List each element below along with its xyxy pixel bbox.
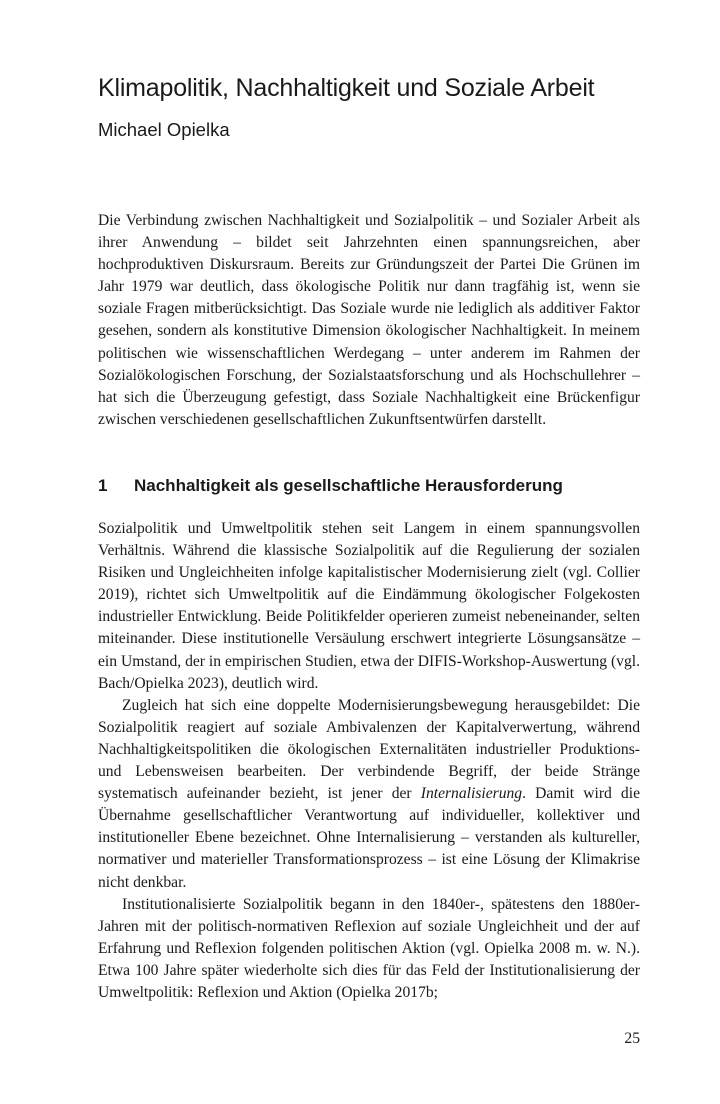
page-number: 25 (624, 1030, 640, 1047)
section-title: Nachhaltigkeit als gesellschaftliche Herausforderung (134, 476, 563, 495)
body-paragraph-1: Sozialpolitik und Umweltpolitik stehen seit Langem in einem spannungsvollen Verhältnis. Während die klassische Sozialpolitik auf die Regulierung der sozialen Risiken und Ungleichheiten infolge kapitalistischer Modernisierung zielt (vgl. Collier 2019), richtet sich Umweltpolitik auf die Eindämmung ökologischer Folgekosten industrieller Entwicklung. Beide Politikfelder operieren zumeist nebeneinander, selten miteinander. Diese institutionelle Versäulung erschwert integrierte Lösungsansätze – ein Umstand, der in empirischen Studien, etwa der DIFIS-Workshop-Auswertung (vgl. Bach/Opielka 2023), deutlich wird. (98, 520, 640, 692)
section-number: 1 (98, 476, 108, 495)
abstract-paragraph: Die Verbindung zwischen Nachhaltigkeit und Sozialpolitik – und Sozialer Arbeit als ihrer Anwendung – bildet seit Jahrzehnten einen spannungsreichen, aber hochproduktiven Diskursraum. Bereits zur Gründungszeit der Partei Die Grünen im Jahr 1979 war deutlich, dass ökologische Politik nur dann tragfähig ist, wenn sie soziale Fragen mitberücksichtigt. Das Soziale wurde nie lediglich als additiver Faktor gesehen, sondern als konstitutive Dimension ökologischer Nachhaltigkeit. In meinem politischen wie wissenschaftlichen Werdegang – unter anderem im Rahmen der Sozialökologischen Forschung, der Sozialstaatsforschung und als Hochschullehrer – hat sich die Überzeugung gefestigt, dass Soziale Nachhaltigkeit eine Brückenfigur zwischen verschiedenen gesellschaftlichen Zukunftsentwürfen darstellt. (98, 212, 640, 428)
body-paragraph-2 (98, 695, 640, 894)
section-heading (98, 474, 640, 498)
paragraph-2-text-start: Zugleich hat sich eine doppelte Modernisierungsbewegung herausgebildet: Die Sozialpolitik reagiert auf soziale Ambivalenzen der Kapitalverwertung, während Nachhaltigkeitspolitiken die ökologischen Externalitäten industrieller Produktions- und Lebensweisen bearbeiten. Der verbindende Begriff, der beide Stränge systematisch aufeinander bezieht, ist jener der (98, 696, 640, 803)
chapter-author: Michael Opielka (98, 119, 230, 140)
emphasized-term: Internalisierung (420, 785, 523, 803)
body-paragraph-3: Institutionalisierte Sozialpolitik begann in den 1840er-, spätestens den 1880er-Jahren mit der politisch-normativen Reflexion auf soziale Ungleichheit und der auf Erfahrung und Reflexion folgenden politischen Aktion (vgl. Opielka 2008 m. w. N.). Etwa 100 Jahre später wiederholte sich dies für das Feld der Institutionalisierung der Umweltpolitik: Reflexion und Aktion (Opielka 2017b; (98, 895, 640, 1001)
chapter-abstract (98, 210, 640, 431)
book-page (98, 0, 640, 1104)
chapter-title: Klimapolitik, Nachhaltigkeit und Soziale Arbeit (98, 74, 595, 102)
section-body (98, 518, 640, 1004)
paragraph-2-text-end: . Damit wird die Übernahme gesellschaftlicher Verantwortung auf individueller, kollektiver und institutioneller Ebene bezeichnet. Ohne Internalisierung – verstanden als kultureller, normativer und materieller Transformationsprozess – ist eine Lösung der Klimakrise nicht denkbar. (98, 785, 640, 891)
